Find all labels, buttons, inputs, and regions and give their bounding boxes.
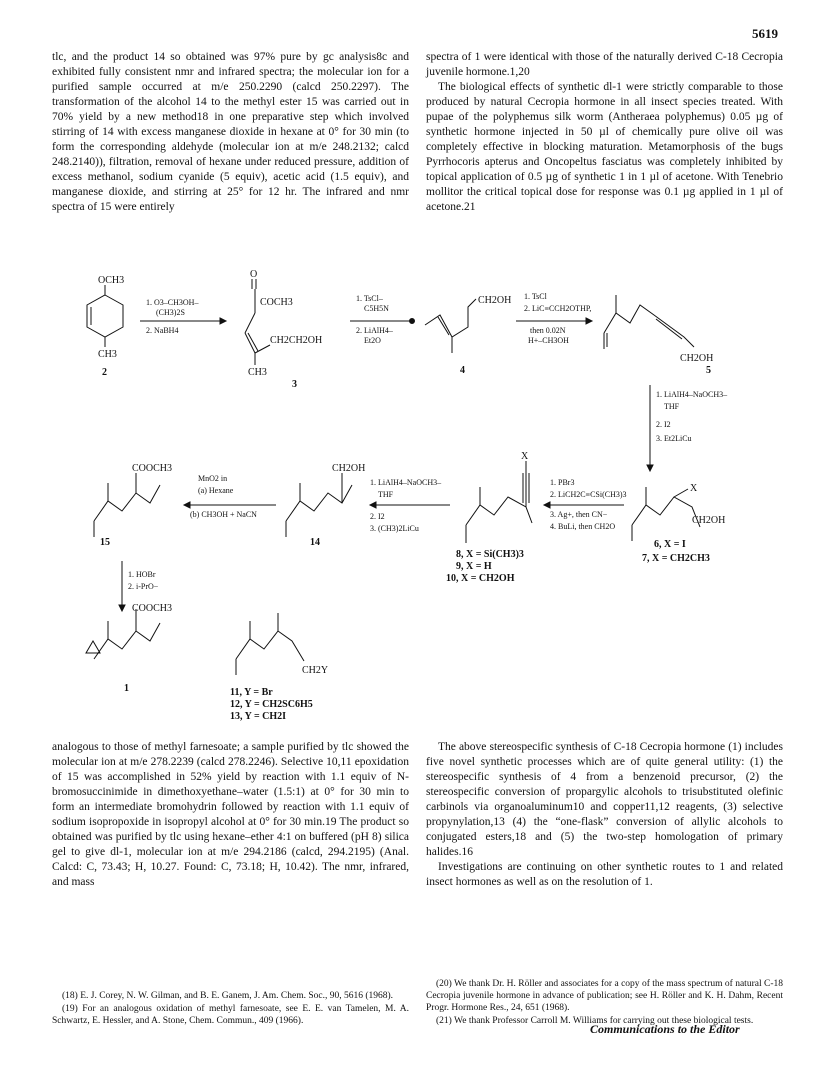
compound-label: 10, X = CH2OH [446,573,515,584]
reagent-label: Et2O [364,336,381,345]
reagent-label: THF [378,490,394,499]
compound-number: 4 [460,365,465,376]
compound-3-structure [245,279,270,365]
reagent-label: 1. LiAlH4–NaOCH3– [370,478,442,487]
reagent-label: 2. LiAlH4– [356,326,393,335]
compound-5-structure [604,295,694,349]
reagent-label: 2. NaBH4 [146,326,179,335]
paragraph: spectra of 1 were identical with those of the naturally derived C-18 Cecropia juvenile hormone.1,20 [426,51,783,78]
reagent-label: MnO2 in [198,474,228,483]
reference: (19) For an analogous oxidation of methyl farnesoate, see E. E. van Tamelen, M. A. Schwartz, E. Hessler, and A. Stone, Chem. Commun., 409 (1966). [52,1004,409,1026]
reagent-label: H+–CH3OH [528,336,569,345]
compound-label: 12, Y = CH2SC6H5 [230,699,313,710]
reagent-label: 2. I2 [656,420,671,429]
reagent-label: (CH3)2S [156,308,185,317]
reagent-label: THF [664,402,680,411]
synthesis-scheme [80,269,760,722]
reagent-label: 1. TsCl [524,292,547,301]
reagent-label: 2. LiC≡CCH2OTHP, [524,304,592,313]
label: CH3 [98,349,117,360]
label: COOCH3 [132,603,173,614]
label: CH3 [248,367,267,378]
compound-label: 9, X = H [456,561,492,572]
references-left [52,990,409,1028]
reference: (18) E. J. Corey, N. W. Gilman, and B. E. Ganem, J. Am. Chem. Soc., 90, 5616 (1968). [62,991,394,1001]
compound-2-structure [87,285,123,347]
compound-number: 15 [100,537,110,548]
compound-11-13-structure [236,613,304,675]
compound-8-10-structure [466,461,532,543]
compound-number: 14 [310,537,320,548]
reagent-label: 1. TsCl– [356,294,383,303]
reagent-label: (a) Hexane [198,486,234,495]
label: CH2OH [332,463,366,474]
label: CH2Y [302,665,329,676]
paragraph: The biological effects of synthetic dl-1 were strictly comparable to those produced by natural Cecropia hormone in all insect species treated. With pupae of the polyphemus silk worm (Antheraea polyphemus) 0.05 µg of synthetic hormone injected in 50 µl of chemically pure olive oil was completely effective in blocking maturation. Metamorphosis of the bugs Pyrrhocoris apterus and Oncopeltus fasciatus was completely inhibited by topical application of 0.5 µg of synthetic 1 in 1 µl of acetone. With Tenebrio mollitor the critical topical dose for response was 0.1 µg applied in 1 µl of acetone.21 [426,81,783,213]
paragraph: tlc, and the product 14 so obtained was 97% pure by gc analysis8c and exhibited fully consistent nmr and infrared spectra; the molecular ion for a purified sample occurred at m/e 250.2290 (calcd 250.2297). The transformation of the alcohol 14 to the methyl ester 15 was carried out in 70% yield by a new method18 in one preparative step which involved stirring of 14 with excess manganese dioxide in hexane at 0° for 30 min (to form the corresponding aldehyde (molecular ion at m/e 248.2132; calcd 248.2140)), filtration, removal of hexane under reduced pressure, addition of excess methanol, sodium cyanide (5 equiv), acetic acid (1.5 equiv), and manganese dioxide, and stirring at 25° for 12 hr. The infrared and nmr spectra of 15 were entirely [52,51,409,213]
reagent-label: 1. HOBr [128,570,156,579]
compound-number: 5 [706,365,711,376]
compound-14-structure [286,473,352,537]
reagent-label: 3. (CH3)2LiCu [370,524,419,533]
reagent-label: 2. i-PrO− [128,582,159,591]
compound-1-structure [86,609,160,659]
reagent-label: 3. Et2LiCu [656,434,692,443]
compound-15-structure [94,473,160,537]
compound-number: 3 [292,379,297,390]
compound-label: 13, Y = CH2I [230,711,287,722]
reference: (20) We thank Dr. H. Röller and associates for a copy of the mass spectrum of natural C-18 Cecropia juvenile hormone in advance of publication; see H. Röller and K. H. Dahm, Recent Progr. Hormone Res., 24, 651 (1968). [426,979,783,1013]
column-bottom-right [426,740,783,890]
paragraph: Investigations are continuing on other synthetic routes to 1 and related insect hormones as well as on the resolution of 1. [426,861,783,888]
compound-label: 8, X = Si(CH3)3 [456,549,524,560]
reagent-label: 2. LiCH2C≡CSi(CH3)3 [550,490,627,499]
compound-4-structure [425,299,476,353]
compound-label: 11, Y = Br [230,687,273,698]
section-footer: Communications to the Editor [590,1022,740,1036]
compound-6-7-structure [632,487,700,541]
label: X [521,451,529,462]
reference: (21) We thank Professor Carroll M. Williams for carrying out these biological tests. [436,1016,754,1026]
column-top-right [426,50,783,215]
column-bottom-left [52,740,409,890]
reagent-label: 3. Ag+, then CN− [550,510,608,519]
reagent-label: then 0.02N [530,326,566,335]
paragraph: analogous to those of methyl farnesoate; a sample purified by tlc showed the molecular ion at m/e 278.2239 (calcd 278.2246). Selective 10,11 epoxidation of 15 was accomplished in 52% yield by reaction with 1.1 equiv of N-bromosuccinimide in dimethoxyethane–water (1.5:1) at 0° for 30 min to form an intermediate bromohydrin followed by reaction with 1.1 equiv of sodium isopropoxide in isopropyl alcohol at 0° for 30 min.19 The product so obtained was purified by tlc using hexane–ether 4:1 on buffered (pH 8) silica gel to give dl-1, molecular ion at m/e 294.2186 (calcd, 294.2195) (Anal. Calcd: C, 73.43; H, 10.27. Found: C, 73.18; H, 10.42). The nmr, infrared, and mass [52,741,409,888]
column-top-left [52,50,409,215]
label: X [690,483,698,494]
label: CH2CH2OH [270,335,323,346]
references-right [426,978,783,1028]
reagent-label: 2. I2 [370,512,385,521]
compound-number: 2 [102,367,107,378]
label: CH2OH [478,295,512,306]
compound-label: 7, X = CH2CH3 [642,553,710,564]
compound-label: 6, X = I [654,539,686,550]
reagent-label: C5H5N [364,304,389,313]
reagent-label: 4. BuLi, then CH2O [550,522,616,531]
paragraph: The above stereospecific synthesis of C-18 Cecropia hormone (1) includes five novel synthetic processes which are of quite general utility: (1) the stereospecific synthesis of 4 from a benzenoid precursor, (2) the stereospecific conversion of propargylic alcohols to trisubstituted olefinic carbinols via organoaluminum10 and copper11,12 reagents, (3) selective propynylation,13 (4) the “one-flask” conversion of allylic alcohols to conjugated esters,18 and (5) the two-step homologation of primary halides.16 [426,741,783,858]
reagent-label: (b) CH3OH + NaCN [190,510,257,519]
label: CH2OH [680,353,714,364]
reagent-label: 1. LiAlH4–NaOCH3– [656,390,728,399]
label: COCH3 [260,297,293,308]
compound-number: 1 [124,683,129,694]
label: O [250,269,258,280]
label: OCH3 [98,275,125,286]
label: CH2OH [692,515,726,526]
page-number: 5619 [752,26,778,41]
reagent-label: 1. O3–CH3OH– [146,298,199,307]
reagent-label: 1. PBr3 [550,478,575,487]
label: COOCH3 [132,463,173,474]
